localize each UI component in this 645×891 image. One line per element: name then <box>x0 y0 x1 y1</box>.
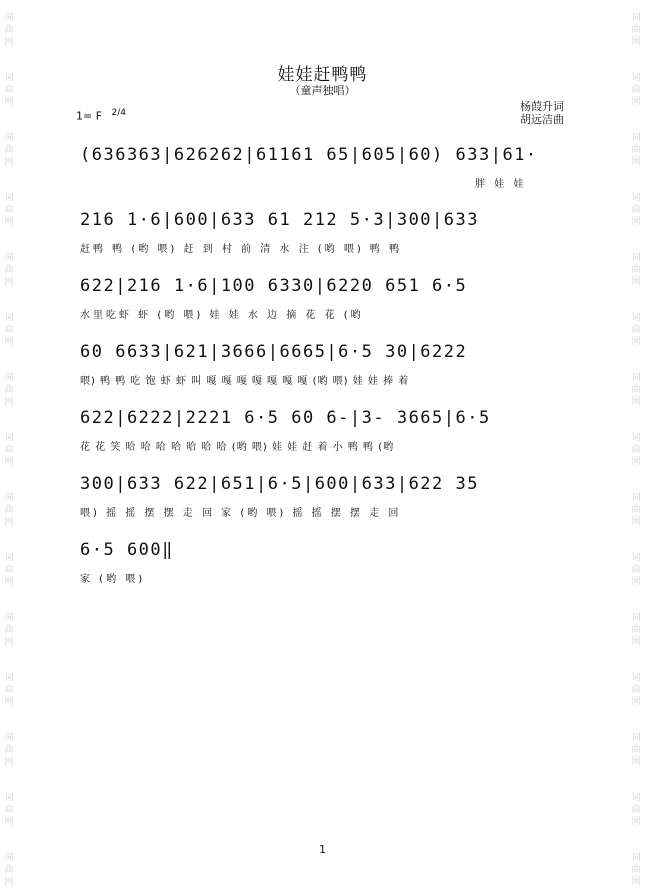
watermark-mark: 词 曲 网 <box>631 493 641 527</box>
lyrics-line: 水里吃虾 虾 (哟 喂) 娃 娃 水 边 摘 花 花 (哟 <box>80 310 364 321</box>
watermark-mark: 词 曲 网 <box>4 493 14 527</box>
watermark-mark: 词 曲 网 <box>4 133 14 167</box>
lyrics-line: 胖 娃 娃 <box>475 179 527 190</box>
lyricist-credit: 杨葭升词 <box>520 100 564 113</box>
watermark-mark: 词 曲 网 <box>4 13 14 47</box>
watermark-mark: 词 曲 网 <box>631 853 641 887</box>
watermark-mark: 词 曲 网 <box>631 613 641 647</box>
notation-line: 622|216 1·6|100 6330|6220 651 6·5 <box>80 276 468 296</box>
credits <box>520 100 564 126</box>
notation-line: 6·5 600‖ <box>80 540 174 560</box>
watermark-mark: 词 曲 网 <box>4 733 14 767</box>
watermark-mark: 词 曲 网 <box>631 313 641 347</box>
page-number: 1 <box>319 843 326 856</box>
watermark-mark: 词 曲 网 <box>4 613 14 647</box>
key-signature <box>76 108 126 123</box>
lyrics-line: 赶鸭 鸭 (哟 喂) 赶 到 村 前 清 水 注 (哟 喂) 鸭 鸭 <box>80 244 403 255</box>
lyrics-line: 家 (哟 喂) <box>80 574 146 585</box>
watermark-mark: 词 曲 网 <box>631 793 641 827</box>
watermark-left <box>2 0 16 891</box>
watermark-mark: 词 曲 网 <box>631 433 641 467</box>
watermark-mark: 词 曲 网 <box>4 673 14 707</box>
watermark-mark: 词 曲 网 <box>4 793 14 827</box>
watermark-mark: 词 曲 网 <box>4 253 14 287</box>
watermark-mark: 词 曲 网 <box>631 733 641 767</box>
watermark-mark: 词 曲 网 <box>4 193 14 227</box>
watermark-mark: 词 曲 网 <box>631 13 641 47</box>
composer-credit: 胡远洁曲 <box>520 113 564 126</box>
watermark-right <box>629 0 643 891</box>
song-title: 娃娃赶鸭鸭 <box>277 65 368 85</box>
lyrics-line: 喂) 摇 摇 摆 摆 走 回 家 (哟 喂) 摇 摇 摆 摆 走 回 <box>80 508 402 519</box>
notation-line: 216 1·6|600|633 61 212 5·3|300|633 <box>80 210 479 230</box>
song-subtitle: （童声独唱） <box>289 84 356 97</box>
watermark-mark: 词 曲 网 <box>631 133 641 167</box>
notation-line: (636363|626262|61161 65|605|60) 633|61· <box>80 145 538 165</box>
lyrics-line: 花 花 笑 哈 哈 哈 哈 哈 哈 哈 (哟 喂) 娃 娃 赶 着 小 鸭 鸭 (哟 <box>80 442 395 453</box>
watermark-mark: 词 曲 网 <box>4 73 14 107</box>
watermark-mark: 词 曲 网 <box>631 193 641 227</box>
watermark-mark: 词 曲 网 <box>631 253 641 287</box>
watermark-mark: 词 曲 网 <box>4 553 14 587</box>
watermark-mark: 词 曲 网 <box>631 673 641 707</box>
watermark-mark: 词 曲 网 <box>4 313 14 347</box>
notation-line: 60 6633|621|3666|6665|6·5 30|6222 <box>80 342 468 362</box>
watermark-mark: 词 曲 网 <box>631 553 641 587</box>
watermark-mark: 词 曲 网 <box>4 373 14 407</box>
time-signature: 2/4 <box>111 108 127 118</box>
watermark-mark: 词 曲 网 <box>4 433 14 467</box>
notation-line: 622|6222|2221 6·5 60 6-|3- 3665|6·5 <box>80 408 491 428</box>
lyrics-line: 喂) 鸭 鸭 吃 饱 虾 虾 叫 嘎 嘎 嘎 嘎 嘎 嘎 嘎 (哟 喂) 娃 娃 捧 着 <box>80 376 410 387</box>
notation-line: 300|633 622|651|6·5|600|633|622 35 <box>80 474 479 494</box>
key-label: 1= F <box>76 109 103 123</box>
watermark-mark: 词 曲 网 <box>631 373 641 407</box>
watermark-mark: 词 曲 网 <box>631 73 641 107</box>
watermark-mark: 词 曲 网 <box>4 853 14 887</box>
